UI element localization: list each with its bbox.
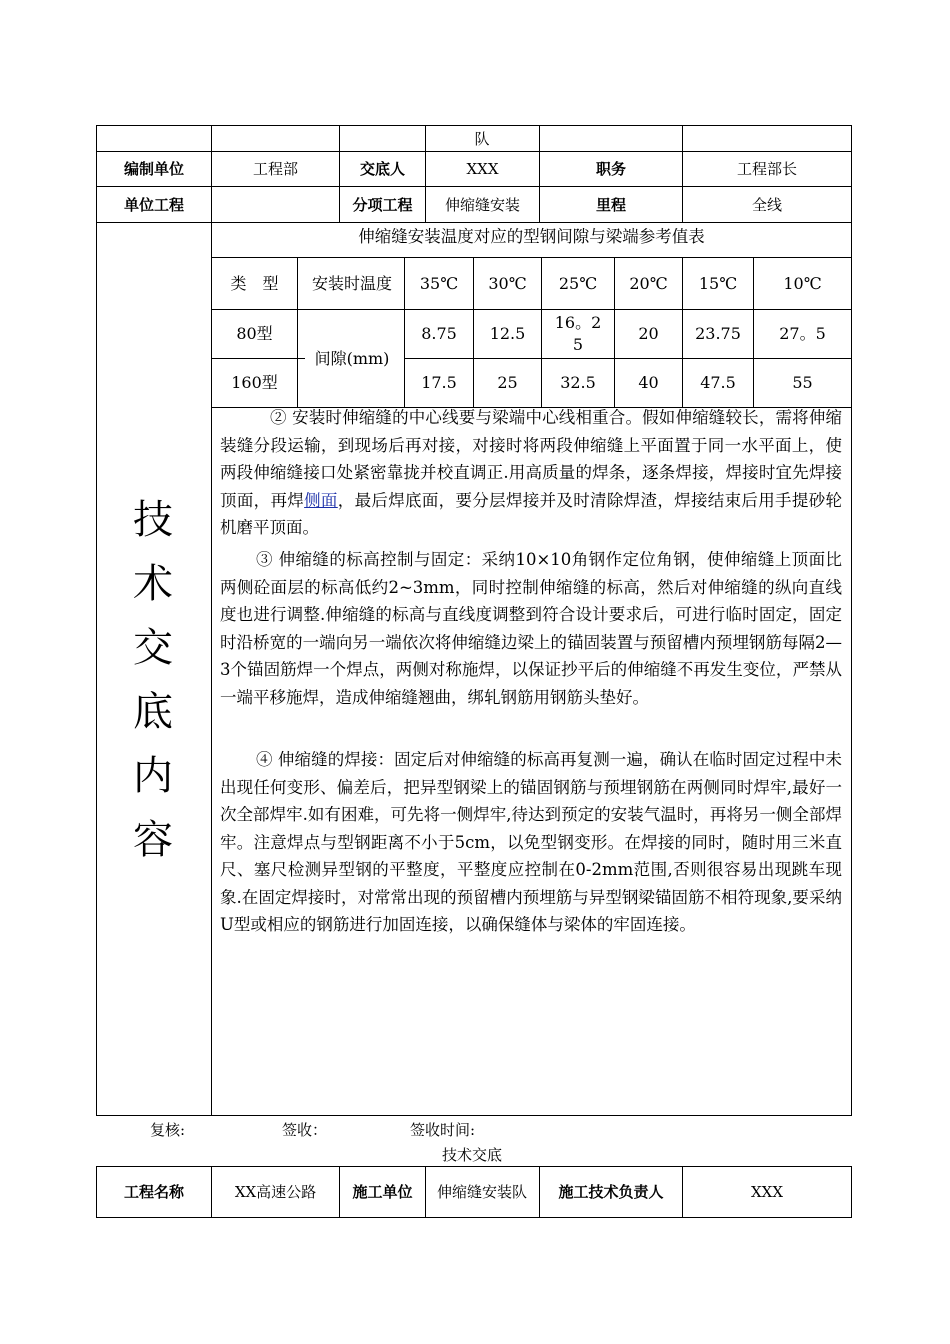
value-subproject: 伸缩缝安装 bbox=[444, 195, 520, 214]
row-160-v30: 25 bbox=[497, 373, 518, 392]
label-construction-unit: 施工单位 bbox=[352, 1183, 413, 1201]
row-80-v25: 16。25 bbox=[554, 313, 602, 354]
header-type: 类 型 bbox=[230, 273, 279, 293]
header-temp-30: 30℃ bbox=[488, 273, 527, 293]
row-80-v30: 12.5 bbox=[489, 324, 526, 343]
row-160-v10: 55 bbox=[792, 373, 813, 392]
row-80-v10: 27。5 bbox=[779, 324, 826, 343]
value-discloser: XXX bbox=[466, 160, 499, 178]
row-80-v15: 23.75 bbox=[695, 324, 741, 343]
header-temp-20: 20℃ bbox=[629, 273, 668, 293]
header-row0-team: 队 bbox=[474, 129, 490, 148]
header-temp-35: 35℃ bbox=[419, 273, 459, 293]
label-position: 职务 bbox=[595, 160, 626, 178]
label-unit-project: 单位工程 bbox=[123, 195, 184, 214]
receive-time-label: 签收时间: bbox=[410, 1121, 476, 1139]
paragraph-2 bbox=[220, 404, 842, 542]
row-160-v20: 40 bbox=[638, 373, 659, 392]
paragraph-2-text-a: ② 安装时伸缩缝的中心线要与梁端中心线相重合。假如伸缩缝较长，需将伸缩装缝分段运输，到现场后再对接，对接时将两段伸缩缝上平面置于同一水平面上，使两段伸缩缝接口处紧密靠拢并校直调正.用高质量的焊条，逐条焊接，焊接时宜先焊接顶面，再焊 bbox=[220, 408, 842, 510]
value-project-name: XX高速公路 bbox=[234, 1183, 317, 1201]
value-compiling-unit: 工程部 bbox=[252, 160, 298, 178]
paragraph-3: ③ 伸缩缝的标高控制与固定：采纳10×10角钢作定位角钢，使伸缩缝上顶面比两侧砼面层的标高低约2~3mm，同时控制伸缩缝的标高，然后对伸缩缝的纵向直线度也进行调整.伸缩缝的标高与直线度调整到符合设计要求后，可进行临时固定，固定时沿桥宽的一端向另一端依次将伸缩缝边梁上的锚固装置与预留槽内预埋钢筋每隔2—3个锚固筋焊一个焊点，两侧对称施焊，以保证抄平后的伸缩缝不再发生变位，严禁从一端平移施焊，造成伸缩缝翘曲，绑轧钢筋用钢筋头垫好。 bbox=[220, 550, 842, 707]
value-position: 工程部长 bbox=[736, 160, 797, 178]
side-char-1: 技 bbox=[133, 497, 173, 543]
side-char-4: 底 bbox=[133, 689, 173, 735]
value-construction-unit: 伸缩缝安装队 bbox=[436, 1183, 527, 1201]
review-label: 复核: bbox=[150, 1121, 186, 1139]
receive-label: 签收： bbox=[282, 1121, 328, 1139]
header-temp-25: 25℃ bbox=[558, 273, 598, 293]
label-discloser: 交底人 bbox=[359, 160, 405, 178]
row-80-v35: 8.75 bbox=[421, 324, 457, 343]
side-char-6: 容 bbox=[133, 817, 173, 863]
next-page-title: 技术交底 bbox=[442, 1146, 503, 1164]
value-mileage: 全线 bbox=[751, 195, 782, 214]
link-side-face[interactable]: 侧面 bbox=[304, 490, 338, 510]
side-char-3: 交 bbox=[133, 625, 173, 671]
side-char-2: 术 bbox=[133, 561, 173, 607]
label-tech-lead: 施工技术负责人 bbox=[558, 1183, 664, 1201]
value-unit-project bbox=[212, 187, 339, 222]
label-subproject: 分项工程 bbox=[352, 195, 413, 214]
row-80-v20: 20 bbox=[638, 324, 659, 343]
paragraph-2-text-b: ，最后焊底面，要分层焊接并及时清除焊渣，焊接结束后用手提砂轮机磨平顶面。 bbox=[220, 490, 843, 537]
row-160-v15: 47.5 bbox=[700, 373, 736, 392]
row-160-v25: 32.5 bbox=[560, 373, 596, 392]
header-temp-15: 15℃ bbox=[698, 273, 738, 293]
label-project-name: 工程名称 bbox=[123, 1183, 184, 1201]
reference-table-title: 伸缩缝安装温度对应的型钢间隙与梁端参考值表 bbox=[358, 227, 705, 246]
label-mileage: 里程 bbox=[595, 195, 626, 214]
header-temp-10: 10℃ bbox=[783, 273, 822, 293]
value-tech-lead: XXX bbox=[750, 1183, 784, 1201]
row-80-type: 80型 bbox=[236, 324, 273, 343]
gap-label: 间隙(mm) bbox=[314, 348, 390, 368]
side-char-5: 内 bbox=[133, 753, 173, 799]
row-160-type: 160型 bbox=[231, 373, 278, 392]
row-160-v35: 17.5 bbox=[421, 373, 457, 392]
label-compiling-unit: 编制单位 bbox=[123, 160, 184, 178]
header-install-temp: 安装时温度 bbox=[311, 274, 392, 293]
paragraph-4: ④ 伸缩缝的焊接：固定后对伸缩缝的标高再复测一遍，确认在临时固定过程中未出现任何变形、偏差后，把异型钢梁上的锚固钢筋与预埋钢筋在两侧同时焊牢,最好一次全部焊牢.如有困难，可先将一侧焊牢,待达到预定的安装气温时，再将另一侧全部焊牢。注意焊点与型钢距离不小于5cm，以免型钢变形。在焊接的同时，随时用三米直尺、塞尺检测异型钢的平整度，平整度应控制在0-2mm范围,否则很容易出现跳车现象.在固定焊接时，对常常出现的预留槽内预埋筋与异型钢梁锚固筋不相符现象,要采纳U型或相应的钢筋进行加固连接，以确保缝体与梁体的牢固连接。 bbox=[220, 750, 842, 934]
